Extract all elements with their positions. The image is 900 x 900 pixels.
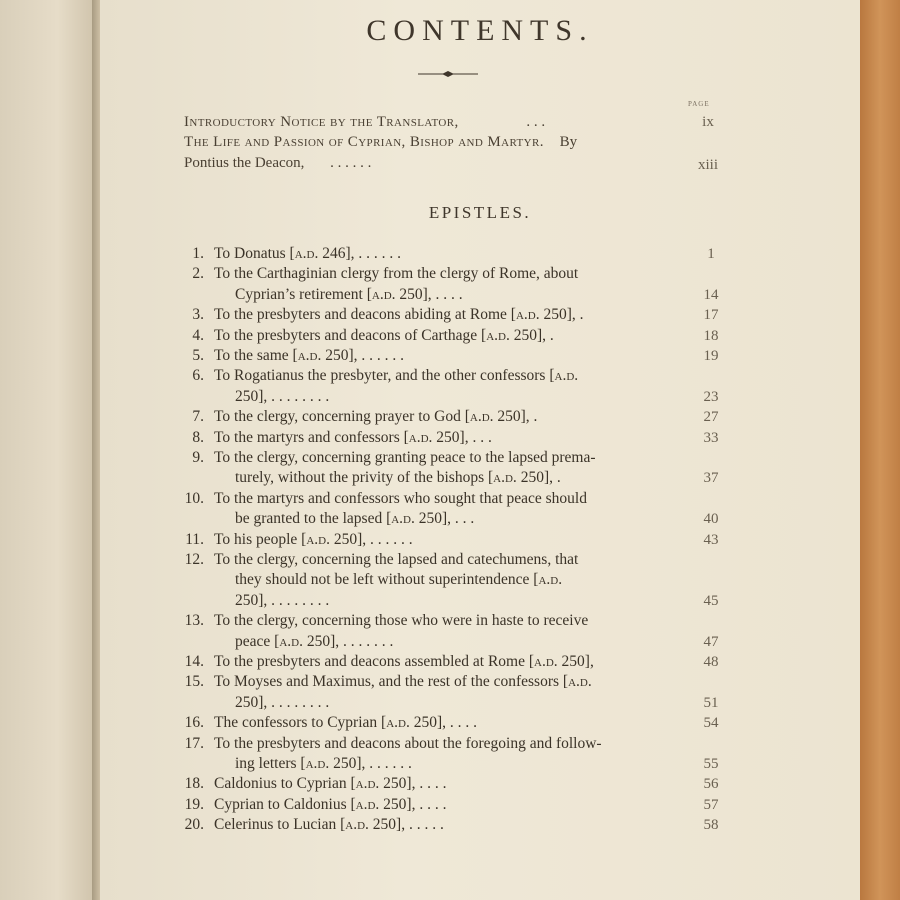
entry-title: To the martyrs and confessors who sought that peace should: [214, 489, 587, 507]
entry-number: 20.: [184, 816, 204, 834]
entry-number: 8.: [192, 428, 204, 446]
entry-title: To his people [a.d. 250], . . . . . .: [214, 530, 413, 548]
entry-number: 16.: [184, 714, 204, 732]
intro-item: [184, 114, 545, 131]
entry-page-number: 51: [703, 694, 719, 711]
entry-number: 12.: [184, 551, 204, 568]
entry-title: 250], . . . . . . . .: [235, 387, 330, 405]
entry-title: Caldonius to Cyprian [a.d. 250], . . . .: [214, 775, 447, 793]
intro-item-label: Pontius the Deacon,: [184, 155, 305, 171]
entry-title: To the presbyters and deacons assembled at Rome [a.d. 250],: [214, 653, 594, 670]
intro-item-label: Introductory Notice by the Translator,: [184, 114, 459, 130]
entry-number: 3.: [192, 306, 204, 324]
entry-title: Celerinus to Lucian [a.d. 250], . . . . .: [214, 816, 444, 834]
entry-title: To the presbyters and deacons about the foregoing and follow-: [214, 734, 602, 752]
entry-title: To the Carthaginian clergy from the clergy of Rome, about: [214, 265, 579, 283]
entry-number: 14.: [184, 653, 204, 670]
entry-number: 2.: [192, 265, 204, 283]
entry-page-number: 18: [703, 327, 719, 344]
contents-page: [100, 0, 860, 900]
entry-number: 1.: [192, 245, 204, 262]
entry-number: 9.: [192, 449, 204, 466]
entry-page-number: 47: [703, 633, 719, 650]
entry-number: 15.: [184, 673, 204, 691]
facing-page: [0, 0, 96, 900]
entry-page-number: 17: [703, 307, 719, 324]
entry-number: 6.: [192, 367, 204, 385]
entry-page-number: 14: [703, 286, 719, 303]
wooden-surface: [860, 0, 900, 900]
entry-number: 5.: [192, 347, 204, 364]
entry-title: To Donatus [a.d. 246], . . . . . .: [214, 245, 402, 262]
entry-title: To Rogatianus the presbyter, and the other confessors [a.d.: [214, 367, 579, 385]
entry-title: ing letters [a.d. 250], . . . . . .: [235, 755, 412, 772]
section-title: EPISTLES.: [428, 203, 532, 222]
entry-title: be granted to the lapsed [a.d. 250], . . .: [235, 510, 475, 528]
entry-title: To the clergy, concerning the lapsed and catechumens, that: [214, 551, 579, 568]
entry-title: To the same [a.d. 250], . . . . . .: [214, 347, 405, 364]
entry-title: Cyprian’s retirement [a.d. 250], . . . .: [235, 285, 463, 303]
intro-page-number: xiii: [697, 157, 718, 173]
page-title: CONTENTS.: [366, 14, 594, 47]
entry-page-number: 54: [703, 715, 719, 732]
entry-page-number: 57: [703, 796, 719, 813]
entry-title: peace [a.d. 250], . . . . . . .: [235, 632, 394, 650]
entry-page-number: 37: [703, 470, 719, 487]
entry-page-number: 48: [703, 654, 719, 670]
entry-page-number: 58: [703, 817, 719, 834]
leader-dots: . . . . . .: [330, 155, 372, 171]
intro-item-by: By: [559, 134, 578, 150]
book-gutter: [92, 0, 100, 900]
intro-item-label: The Life and Passion of Cyprian, Bishop and Martyr.: [184, 134, 544, 150]
entry-title: To Moyses and Maximus, and the rest of the confessors [a.d.: [214, 673, 592, 691]
entry-title: To the presbyters and deacons of Carthage [a.d. 250], .: [214, 326, 554, 344]
entry-title: To the clergy, concerning prayer to God [a.d. 250], .: [214, 408, 538, 426]
entry-page-number: 55: [703, 756, 719, 772]
entry-page-number: 45: [703, 592, 719, 609]
entry-number: 4.: [192, 326, 204, 344]
entry-number: 11.: [185, 530, 204, 548]
entry-page-number: 33: [703, 429, 719, 446]
entry-page-number: 1: [707, 246, 715, 262]
entry-page-number: 43: [703, 531, 719, 548]
entry-title: To the clergy, concerning granting peace to the lapsed prema-: [214, 449, 596, 466]
entry-title: they should not be left without superintendence [a.d.: [235, 571, 563, 589]
entry-title: To the martyrs and confessors [a.d. 250], . . .: [214, 428, 492, 446]
entry-page-number: 40: [703, 511, 719, 528]
entry-title: To the clergy, concerning those who were in haste to receive: [214, 612, 589, 630]
entry-number: 19.: [184, 795, 204, 813]
entry-title: 250], . . . . . . . .: [235, 693, 330, 711]
ornament-rule-icon: [418, 66, 478, 82]
entry-page-number: 19: [703, 348, 719, 364]
entry-title: Cyprian to Caldonius [a.d. 250], . . . .: [214, 795, 447, 813]
entry-number: 18.: [184, 775, 204, 793]
entry-title: turely, without the privity of the bishops [a.d. 250], .: [235, 469, 561, 487]
entry-title: To the presbyters and deacons abiding at Rome [a.d. 250], .: [214, 306, 584, 324]
intro-item: [184, 155, 371, 172]
entry-page-number: 56: [703, 776, 719, 793]
entry-number: 13.: [184, 612, 204, 630]
entry-title: 250], . . . . . . . .: [235, 591, 330, 609]
page-column-label: PAGE: [688, 100, 710, 108]
intro-page-number: ix: [702, 114, 714, 130]
entry-page-number: 27: [703, 409, 719, 426]
entry-number: 17.: [184, 734, 204, 752]
leader-dots: . . .: [526, 114, 546, 130]
entry-number: 10.: [184, 489, 204, 507]
entry-page-number: 23: [703, 388, 719, 405]
intro-item: [184, 134, 577, 151]
entry-title: The confessors to Cyprian [a.d. 250], . . . .: [214, 714, 477, 732]
entry-number: 7.: [192, 408, 204, 426]
